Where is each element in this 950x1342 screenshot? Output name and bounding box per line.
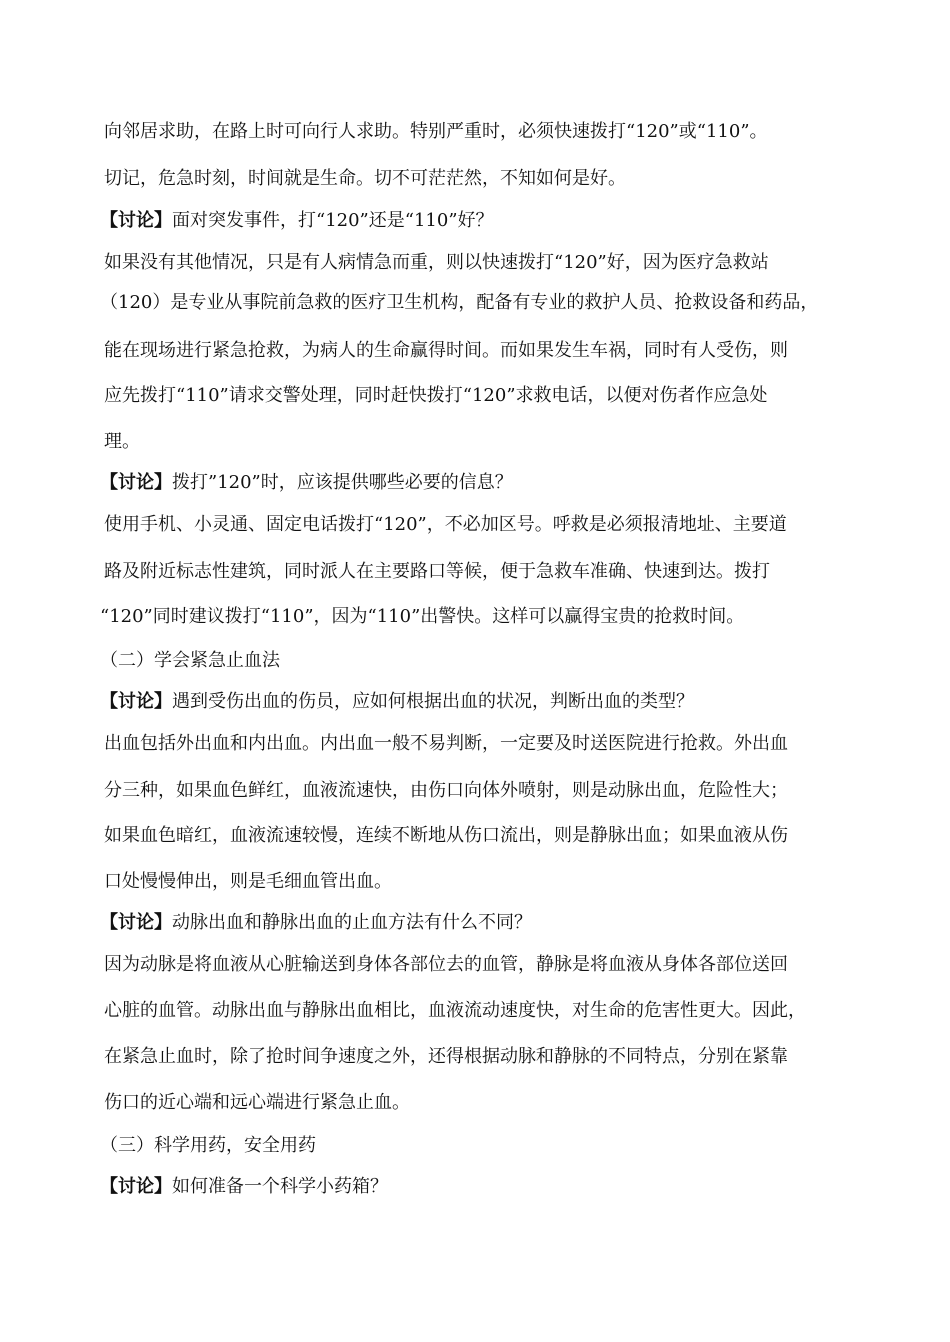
body-line: 如果血色暗红，血液流速较慢，连续不断地从伤口流出，则是静脉出血；如果血液从伤 bbox=[104, 825, 788, 846]
discussion-line bbox=[100, 208, 860, 234]
body-line: 心脏的血管。动脉出血与静脉出血相比，血液流动速度快，对生命的危害性更大。因此， bbox=[104, 1000, 806, 1021]
discussion-line bbox=[100, 910, 860, 936]
discussion-question: 拨打”120”时，应该提供哪些必要的信息？ bbox=[172, 472, 513, 493]
body-line: “120”同时建议拨打“110”，因为“110”出警快。这样可以赢得宝贵的抢救时间。 bbox=[100, 606, 745, 627]
body-line: 因为动脉是将血液从心脏输送到身体各部位去的血管，静脉是将血液从身体各部位送回 bbox=[104, 954, 788, 975]
discussion-line bbox=[100, 470, 860, 496]
body-line: 如果没有其他情况，只是有人病情急而重，则以快速拨打“120”好，因为医疗急救站 bbox=[104, 252, 769, 273]
discussion-question: 面对突发事件，打“120”还是“110”好？ bbox=[172, 210, 494, 231]
body-line: 使用手机、小灵通、固定电话拨打“120”，不必加区号。呼救是必须报清地址、主要道 bbox=[104, 514, 787, 535]
body-line: 向邻居求助，在路上时可向行人求助。特别严重时，必须快速拨打“120”或“110”。 bbox=[104, 121, 768, 142]
section-heading: （三）科学用药，安全用药 bbox=[100, 1135, 316, 1156]
body-line: 出血包括外出血和内出血。内出血一般不易判断，一定要及时送医院进行抢救。外出血 bbox=[104, 733, 788, 754]
body-line: 能在现场进行紧急抢救，为病人的生命赢得时间。而如果发生车祸，同时有人受伤，则 bbox=[104, 340, 788, 361]
discussion-label: 【讨论】 bbox=[100, 472, 172, 493]
body-line: 分三种，如果血色鲜红，血液流速快，由伤口向体外喷射，则是动脉出血，危险性大； bbox=[104, 780, 788, 801]
body-line: 路及附近标志性建筑，同时派人在主要路口等候，便于急救车准确、快速到达。拨打 bbox=[104, 561, 770, 582]
section-heading: （二）学会紧急止血法 bbox=[100, 650, 280, 671]
discussion-label: 【讨论】 bbox=[100, 691, 172, 712]
body-line: 应先拨打“110”请求交警处理，同时赶快拨打“120”求救电话，以便对伤者作应急处 bbox=[104, 385, 768, 406]
body-line: 伤口的近心端和远心端进行紧急止血。 bbox=[104, 1092, 410, 1113]
discussion-label: 【讨论】 bbox=[100, 210, 172, 231]
body-line: 理。 bbox=[104, 431, 140, 452]
discussion-line bbox=[100, 1174, 860, 1200]
discussion-question: 动脉出血和静脉出血的止血方法有什么不同？ bbox=[172, 912, 532, 933]
discussion-label: 【讨论】 bbox=[100, 1176, 172, 1197]
discussion-question: 遇到受伤出血的伤员，应如何根据出血的状况，判断出血的类型？ bbox=[172, 691, 694, 712]
discussion-line bbox=[100, 689, 860, 715]
discussion-question: 如何准备一个科学小药箱？ bbox=[172, 1176, 388, 1197]
body-line: 在紧急止血时，除了抢时间争速度之外，还得根据动脉和静脉的不同特点，分别在紧靠 bbox=[104, 1046, 788, 1067]
body-line: （120）是专业从事院前急救的医疗卫生机构，配备有专业的救护人员、抢救设备和药品， bbox=[100, 292, 819, 313]
body-line: 口处慢慢伸出，则是毛细血管出血。 bbox=[104, 871, 392, 892]
body-line: 切记，危急时刻，时间就是生命。切不可茫茫然，不知如何是好。 bbox=[104, 168, 626, 189]
discussion-label: 【讨论】 bbox=[100, 912, 172, 933]
